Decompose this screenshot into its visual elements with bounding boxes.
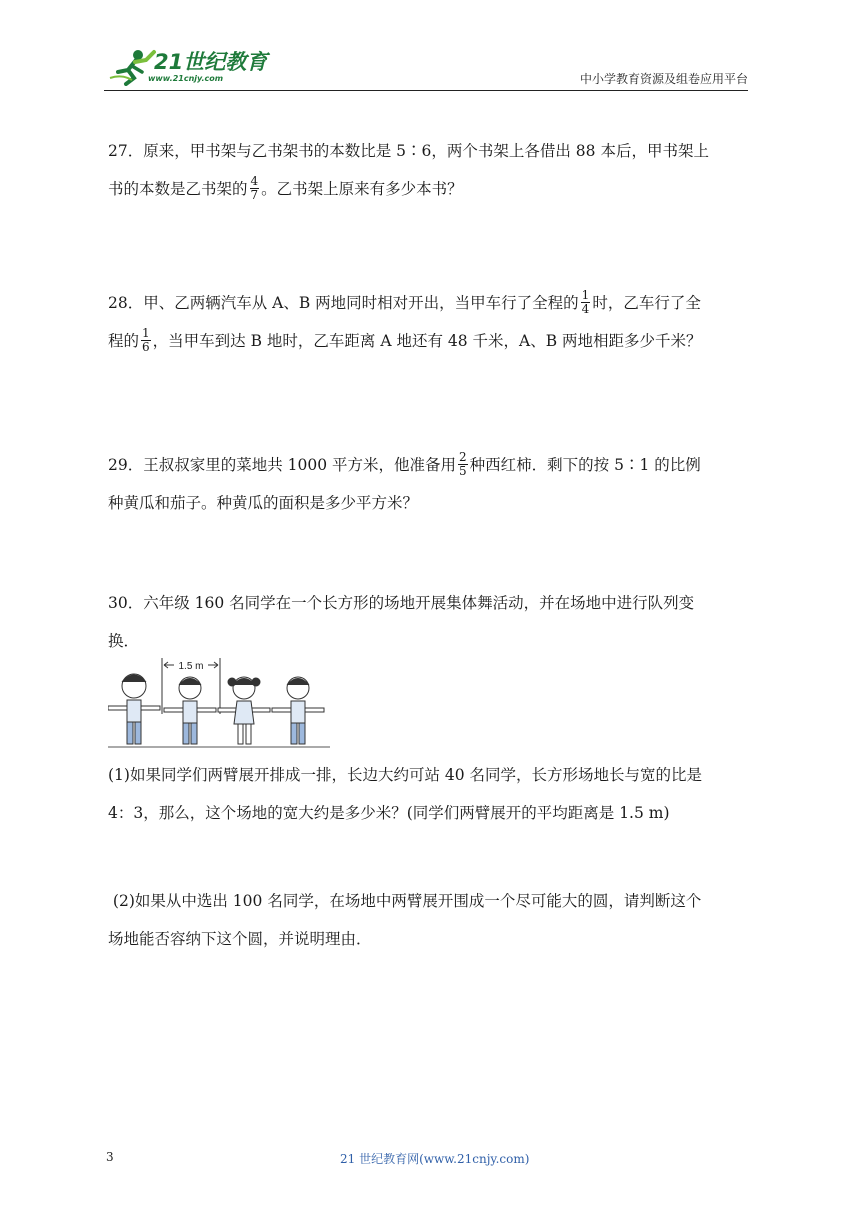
logo-url: www.21cnjy.com (148, 74, 224, 83)
q30-sub1-line1: (1)如果同学们两臂展开排成一排，长边大约可站 40 名同学，长方形场地长与宽的比是 (108, 766, 703, 784)
site-logo[interactable] (104, 42, 294, 88)
q27-line1: 27．原来，甲书架与乙书架书的本数比是 5∶6，两个书架上各借出 88 本后，甲书架上 (108, 142, 709, 160)
page-number: 3 (106, 1150, 114, 1164)
q29-line1: 29．王叔叔家里的菜地共 1000 平方米，他准备用 $\frac{2}{5}$ 种西红柿．剩下的按 5∶1 的比例 (108, 449, 701, 478)
question-29 (108, 446, 758, 522)
students-figure (108, 654, 330, 750)
page-header (104, 40, 748, 91)
q28-line1: 28．甲、乙两辆汽车从 A、B 两地同时相对开出，当甲车行了全程的 $\frac{1}{4}$ 时，乙车行了全 (108, 287, 701, 316)
question-30-part-2 (108, 882, 758, 958)
logo-text: 21世纪教育 (154, 50, 268, 74)
q27-line2: 书的本数是乙书架的 $\frac{4}{7}$ 。乙书架上原来有多少本书？ (108, 173, 463, 202)
q28-line2: 程的 $\frac{1}{6}$ ，当甲车到达 B 地时，乙车距离 A 地还有 48 千米，A、B 两地相距多少千米？ (108, 325, 702, 354)
fraction-1-4: $\frac{1}{4}$ (581, 287, 590, 316)
fraction-4-7: $\frac{4}{7}$ (250, 173, 259, 202)
figure-distance-label: 1.5 m (178, 661, 204, 672)
footer-site-link[interactable]: 21 世纪教育网(www.21cnjy.com) (340, 1152, 530, 1166)
fraction-2-5: $\frac{2}{5}$ (459, 449, 467, 478)
q30-sub1-line2: 4：3，那么，这个场地的宽大约是多少米？(同学们两臂展开的平均距离是 1.5 m) (108, 804, 670, 822)
q30-sub2-line1: (2)如果从中选出 100 名同学，在场地中两臂展开围成一个尽可能大的圆，请判断这个 (108, 892, 702, 910)
q29-line2: 种黄瓜和茄子。种黄瓜的面积是多少平方米？ (108, 494, 419, 512)
question-28 (108, 284, 758, 360)
question-30-part-1 (108, 756, 758, 832)
question-27 (108, 132, 758, 208)
fraction-1-6: $\frac{1}{6}$ (142, 325, 150, 354)
question-30 (108, 584, 758, 660)
q30-sub2-line2: 场地能否容纳下这个圆，并说明理由． (108, 930, 372, 948)
q30-line1: 30．六年级 160 名同学在一个长方形的场地开展集体舞活动，并在场地中进行队列变 (108, 594, 695, 612)
q30-line2: 换． (108, 632, 140, 650)
header-tagline: 中小学教育资源及组卷应用平台 (579, 72, 748, 86)
